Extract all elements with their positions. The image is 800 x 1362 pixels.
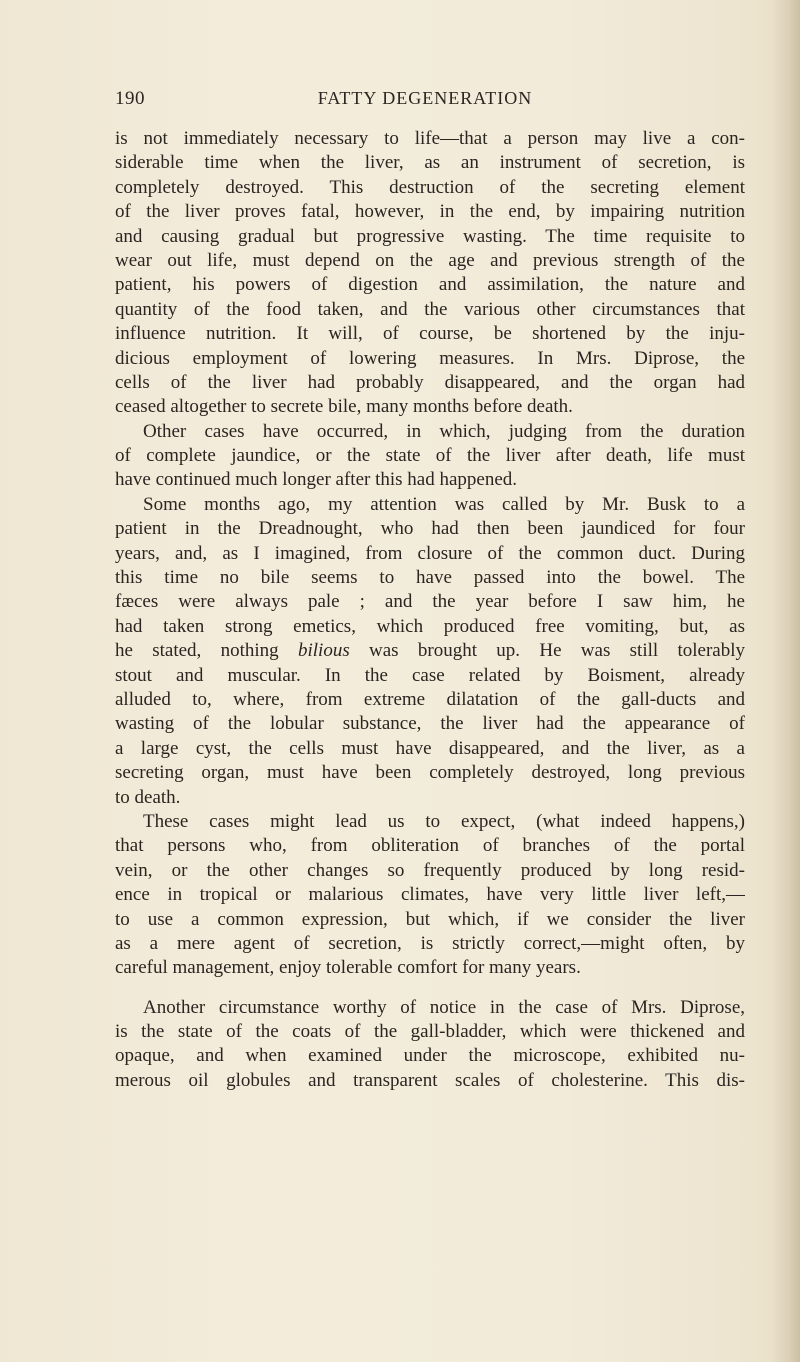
text-line: completely destroyed. This destruction of the secreting element — [115, 176, 745, 198]
text-line: stout and muscular. In the case related by Boisment, already — [115, 664, 745, 686]
text-line: opaque, and when examined under the microscope, exhibited nu- — [115, 1045, 745, 1067]
text-line: dicious employment of lowering measures. In Mrs. Diprose, the — [115, 347, 745, 369]
text-line: wasting of the lobular substance, the liver had the appearance of — [115, 713, 745, 735]
page-number: 190 — [115, 88, 145, 109]
text-line: had taken strong emetics, which produced free vomiting, but, as — [115, 615, 745, 637]
text-line: that persons who, from obliteration of branches of the portal — [115, 835, 745, 857]
text-fragment: was brought up. He was still tolerably — [349, 640, 745, 662]
text-line: quantity of the food taken, and the various other circumstances that — [115, 298, 745, 320]
text-line: wear out life, must depend on the age and previous strength of the — [115, 249, 745, 271]
text-line: to death. — [115, 786, 181, 808]
paragraph — [115, 493, 745, 810]
italic-word: bilious — [297, 640, 350, 662]
text-fragment: he stated, nothing — [115, 640, 298, 662]
text-line: patient, his powers of digestion and assimilation, the nature and — [115, 274, 745, 296]
paragraph — [115, 810, 745, 981]
paragraph — [115, 127, 745, 420]
text-line: careful management, enjoy tolerable comfort for many years. — [115, 957, 581, 979]
text-line: is the state of the coats of the gall-bladder, which were thickened and — [115, 1021, 745, 1043]
text-line: secreting organ, must have been completely destroyed, long previous — [115, 762, 745, 784]
text-line: a large cyst, the cells must have disappeared, and the liver, as a — [115, 737, 745, 759]
text-line: vein, or the other changes so frequently produced by long resid- — [115, 859, 745, 881]
text-line: and causing gradual but progressive wasting. The time requisite to — [115, 225, 745, 247]
text-line: These cases might lead us to expect, (what indeed happens,) — [143, 810, 745, 832]
text-line: of complete jaundice, or the state of the liver after death, life must — [115, 445, 745, 467]
page-edge-shadow — [772, 0, 800, 1362]
text-line: have continued much longer after this had happened. — [115, 469, 518, 491]
text-line: as a mere agent of secretion, is strictly correct,—might often, by — [115, 932, 745, 954]
text-line: siderable time when the liver, as an instrument of secretion, is — [115, 152, 745, 174]
text-line: fæces were always pale ; and the year before I saw him, he — [115, 591, 745, 613]
text-line: years, and, as I imagined, from closure of the common duct. During — [115, 542, 745, 564]
text-line: Other cases have occurred, in which, judging from the duration — [143, 420, 745, 442]
page-header — [115, 88, 735, 118]
text-line: ceased altogether to secrete bile, many months before death. — [115, 396, 573, 418]
text-line: Another circumstance worthy of notice in the case of Mrs. Diprose, — [143, 996, 745, 1018]
paragraph-gap — [115, 981, 745, 996]
text-line: Some months ago, my attention was called by Mr. Busk to a — [143, 493, 745, 515]
running-title: FATTY DEGENERATION — [317, 88, 533, 108]
text-line: of the liver proves fatal, however, in the end, by impairing nutrition — [115, 201, 745, 223]
text-line: to use a common expression, but which, if we consider the liver — [115, 908, 745, 930]
text-line: cells of the liver had probably disappeared, and the organ had — [115, 371, 745, 393]
text-line: patient in the Dreadnought, who had then been jaundiced for four — [115, 518, 745, 540]
body-text — [115, 127, 745, 1093]
text-line: influence nutrition. It will, of course, be shortened by the inju- — [115, 323, 745, 345]
paragraph — [115, 996, 745, 1094]
text-line: merous oil globules and transparent scales of cholesterine. This dis- — [115, 1069, 745, 1091]
text-line: alluded to, where, from extreme dilatation of the gall-ducts and — [115, 688, 745, 710]
text-line-with-italic — [115, 639, 745, 663]
text-line: this time no bile seems to have passed into the bowel. The — [115, 567, 745, 589]
text-line: is not immediately necessary to life—that a person may live a con- — [115, 128, 745, 149]
text-line: ence in tropical or malarious climates, have very little liver left,— — [115, 884, 745, 906]
paragraph — [115, 420, 745, 493]
